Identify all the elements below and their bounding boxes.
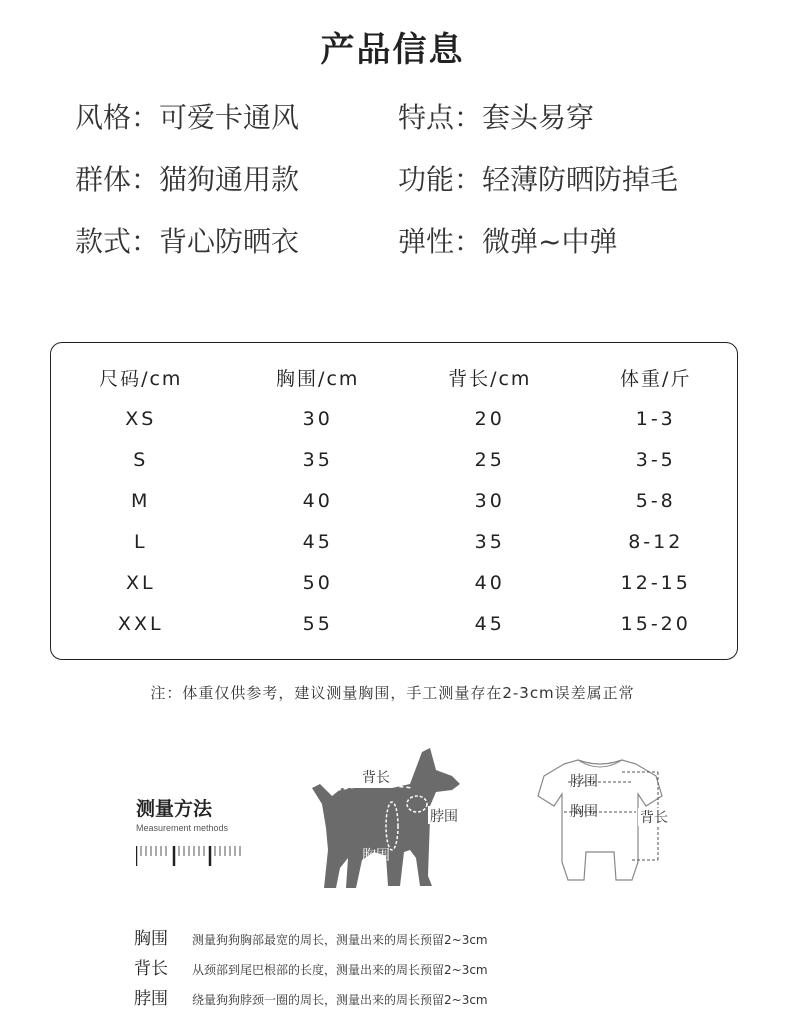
attr-value: 背心防晒衣 [159,225,300,258]
cell-back: 20 [474,407,505,430]
cell-chest: 45 [302,530,333,553]
ruler-icon [136,842,246,868]
dog-illustration [312,748,482,893]
attr-function [398,158,678,198]
cell-weight: 15-20 [620,612,691,635]
cell-size: S [133,448,149,471]
legend-term: 胸围 [134,929,168,949]
cell-chest: 35 [302,448,333,471]
cell-size: XL [125,571,156,594]
attr-value: 轻薄防晒防掉毛 [482,163,679,196]
attr-label: 群体： [75,163,160,196]
dog-label-back: 背长 [362,770,390,786]
attr-feature [398,96,594,136]
legend-desc: 绕量狗狗脖颈一圈的周长，测量出来的周长预留2~3cm [192,993,488,1007]
attr-label: 风格： [75,101,160,134]
method-subtitle: Measurement methods [136,823,229,833]
cell-weight: 1-3 [635,407,676,430]
cell-chest: 50 [302,571,333,594]
cell-chest: 40 [302,489,333,512]
attr-value: 猫狗通用款 [159,163,300,196]
cell-weight: 12-15 [620,571,691,594]
cell-weight: 8-12 [628,530,684,553]
legend-back [134,954,488,979]
header-weight: 体重/斤 [620,368,692,390]
method-title: 测量方法 [136,798,213,820]
dog-label-chest: 胸围 [362,848,390,864]
cell-back: 30 [474,489,505,512]
shirt-label-neck: 脖围 [570,774,598,790]
legend-term: 脖围 [134,989,168,1009]
attr-group [75,158,299,198]
cell-chest: 55 [302,612,333,635]
size-table [51,357,737,644]
table-row [51,480,737,521]
cell-back: 25 [474,448,505,471]
cell-back: 45 [474,612,505,635]
cell-size: M [131,489,151,512]
table-row [51,603,737,644]
shirt-label-chest: 胸围 [570,804,598,820]
cell-weight: 3-5 [635,448,676,471]
cell-size: XS [125,407,157,430]
legend-term: 背长 [134,959,168,979]
dog-label-neck: 脖围 [430,809,458,825]
cell-back: 40 [474,571,505,594]
table-header-row [51,357,737,398]
attr-label: 弹性： [398,225,483,258]
attr-style [75,96,299,136]
attr-label: 功能： [398,163,483,196]
shirt-label-back: 背长 [640,810,668,826]
legend-neck [134,984,488,1009]
cell-back: 35 [474,530,505,553]
legend-desc: 测量狗狗胸部最宽的周长，测量出来的周长预留2~3cm [192,933,488,947]
cell-chest: 30 [302,407,333,430]
header-chest: 胸围/cm [276,368,360,390]
legend-desc: 从颈部到尾巴根部的长度，测量出来的周长预留2~3cm [192,963,488,977]
attr-label: 款式： [75,225,160,258]
table-row [51,439,737,480]
measurement-note: 注：体重仅供参考，建议测量胸围，手工测量存在2-3cm误差属正常 [150,684,635,702]
cell-size: L [133,530,148,553]
attr-type [75,220,299,260]
attr-value: 套头易穿 [482,101,595,134]
table-row [51,562,737,603]
header-size: 尺码/cm [99,368,183,390]
legend-chest [134,924,488,949]
table-row [51,521,737,562]
attr-value: 可爱卡通风 [159,101,300,134]
attr-label: 特点： [398,101,483,134]
header-back: 背长/cm [448,368,532,390]
cell-size: XXL [117,612,164,635]
shirt-illustration [520,752,688,892]
attr-value: 微弹~中弹 [482,225,618,258]
page-title: 产品信息 [320,30,465,70]
attr-elasticity [398,220,617,260]
size-chart [50,342,738,660]
table-row [51,398,737,439]
cell-weight: 5-8 [635,489,676,512]
